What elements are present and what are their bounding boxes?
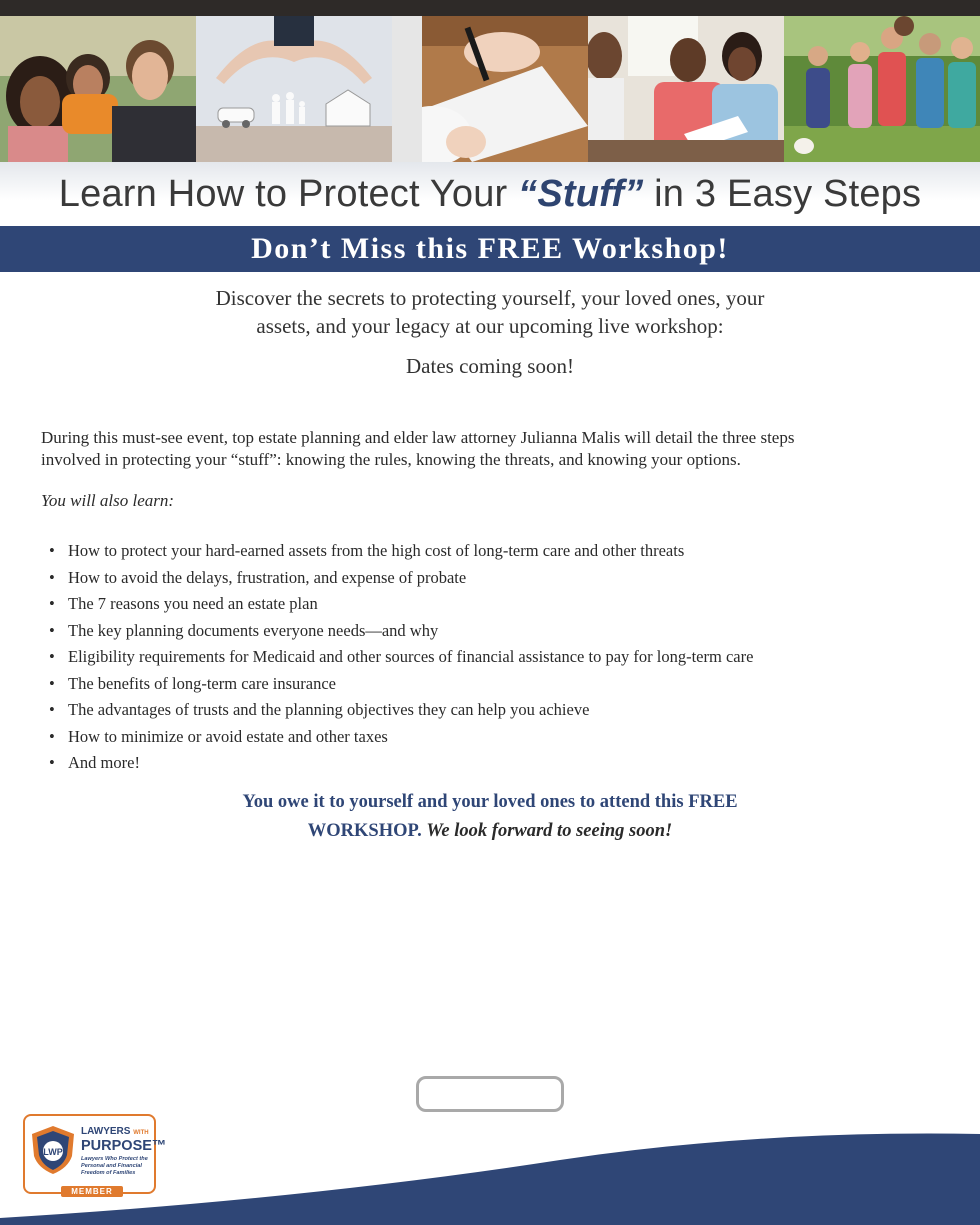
title-highlight: “Stuff” [518,173,644,215]
photo-multigeneration-family [784,16,980,162]
photo-signing-document [392,16,588,162]
photo-family [0,16,196,162]
headline-band [0,162,980,226]
learn-heading: You will also learn: [41,491,175,510]
badge-main-text: PURPOSE™ [81,1138,167,1154]
list-item: • The key planning documents everyone needs—and why [48,618,928,645]
photo-protection-hands [196,16,392,162]
list-item: • Eligibility requirements for Medicaid and other sources of financial assistance to pay for long-term care [48,644,928,671]
page-title: Learn How to Protect Your “Stuff” in 3 Easy Steps [58,173,922,215]
list-item: • How to minimize or avoid estate and other taxes [48,724,928,751]
top-bar [0,0,980,16]
shield-text: LWP [43,1147,63,1157]
event-description: During this must-see event, top estate planning and elder law attorney Julianna Malis will detail the three steps involved in protecting your “stuff”: knowing the rules, knowing the threats, and knowing your options. [41,428,795,469]
list-item: • How to avoid the delays, frustration, and expense of probate [48,565,928,592]
list-item: • The advantages of trusts and the planning objectives they can help you achieve [48,697,928,724]
list-item: • How to protect your hard-earned assets from the high cost of long-term care and other threats [48,538,928,565]
intro-text: Discover the secrets to protecting yourself, your loved ones, your assets, and your legacy at our upcoming live workshop: [215,286,765,338]
lawyers-with-purpose-badge [23,1114,167,1196]
photo-strip [0,16,980,162]
dates-notice: Dates coming soon! [406,354,574,378]
placeholder-box [416,1076,564,1112]
list-item: • The benefits of long-term care insurance [48,671,928,698]
closing-call-to-action: You owe it to yourself and your loved ones to attend this FREE WORKSHOP. We look forward to seeing soon! [242,792,738,841]
member-label: MEMBER [61,1186,123,1197]
shield-icon [30,1124,76,1176]
photo-couple-advisor [588,16,784,162]
workshop-banner: Don’t Miss this FREE Workshop! [0,226,980,272]
list-item: • And more! [48,750,928,777]
badge-tagline: Lawyers Who Protect the Personal and Financial Freedom of Families [81,1156,148,1176]
list-item: • The 7 reasons you need an estate plan [48,591,928,618]
learn-list [48,538,928,777]
badge-top-text: LAWYERS WITH [81,1126,149,1137]
